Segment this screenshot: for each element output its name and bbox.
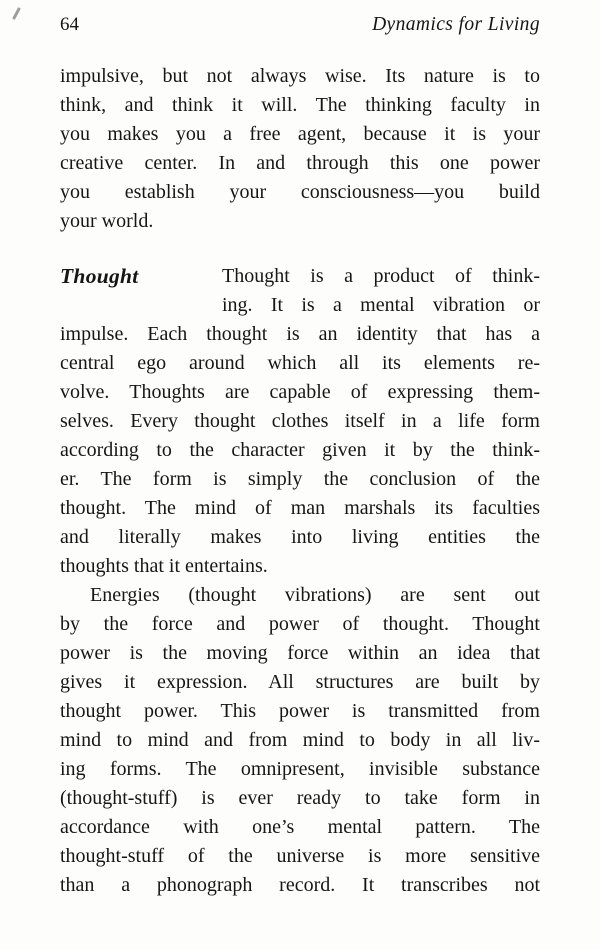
text-line: volve. Thoughts are capable of expressing them- [60, 381, 540, 403]
text-line: Thought is a product of think- [222, 265, 540, 287]
thought-section [60, 262, 540, 581]
text-line: thought. The mind of man marshals its faculties [60, 497, 540, 519]
text-line: (thought-stuff) is ever ready to take form in [60, 787, 540, 809]
text-line: thoughts that it entertains. [60, 555, 268, 577]
running-title: Dynamics for Living [372, 14, 540, 35]
text-line: by the force and power of thought. Thought [60, 613, 540, 635]
continuation-paragraph [60, 62, 540, 236]
text-line: ing. It is a mental vibration or [222, 294, 540, 316]
text-line: impulsive, but not always wise. Its nature is to [60, 65, 540, 87]
text-line: central ego around which all its elements re- [60, 352, 540, 374]
text-line: Energies (thought vibrations) are sent out [90, 584, 540, 606]
text-line: your world. [60, 210, 154, 232]
page-header [0, 0, 600, 37]
text-line: than a phonograph record. It transcribes not [60, 874, 540, 896]
text-line: gives it expression. All structures are built by [60, 671, 540, 693]
text-line: thought-stuff of the universe is more sensitive [60, 845, 540, 867]
body-text [0, 62, 600, 900]
thought-lines [60, 320, 540, 581]
text-line: power is the moving force within an idea that [60, 642, 540, 664]
text-line: and literally makes into living entities the [60, 526, 540, 548]
text-line: mind to mind and from mind to body in all liv- [60, 729, 540, 751]
text-line: thought power. This power is transmitted from [60, 700, 540, 722]
text-line: selves. Every thought clothes itself in a life form [60, 410, 540, 432]
energies-paragraph [60, 581, 540, 900]
text-line: accordance with one’s mental pattern. The [60, 816, 540, 838]
text-line: ing forms. The omnipresent, invisible substance [60, 758, 540, 780]
page-number: 64 [60, 14, 79, 35]
text-line: you establish your consciousness—you build [60, 181, 540, 203]
text-line: you makes you a free agent, because it is your [60, 123, 540, 145]
text-line: according to the character given it by the think- [60, 439, 540, 461]
text-line: creative center. In and through this one power [60, 152, 540, 174]
thought-section-heading: Thought [60, 264, 139, 288]
text-line: think, and think it will. The thinking faculty in [60, 94, 540, 116]
thought-hang-lines [222, 262, 540, 320]
text-line: er. The form is simply the conclusion of the [60, 468, 540, 490]
text-line: impulse. Each thought is an identity that has a [60, 323, 540, 345]
